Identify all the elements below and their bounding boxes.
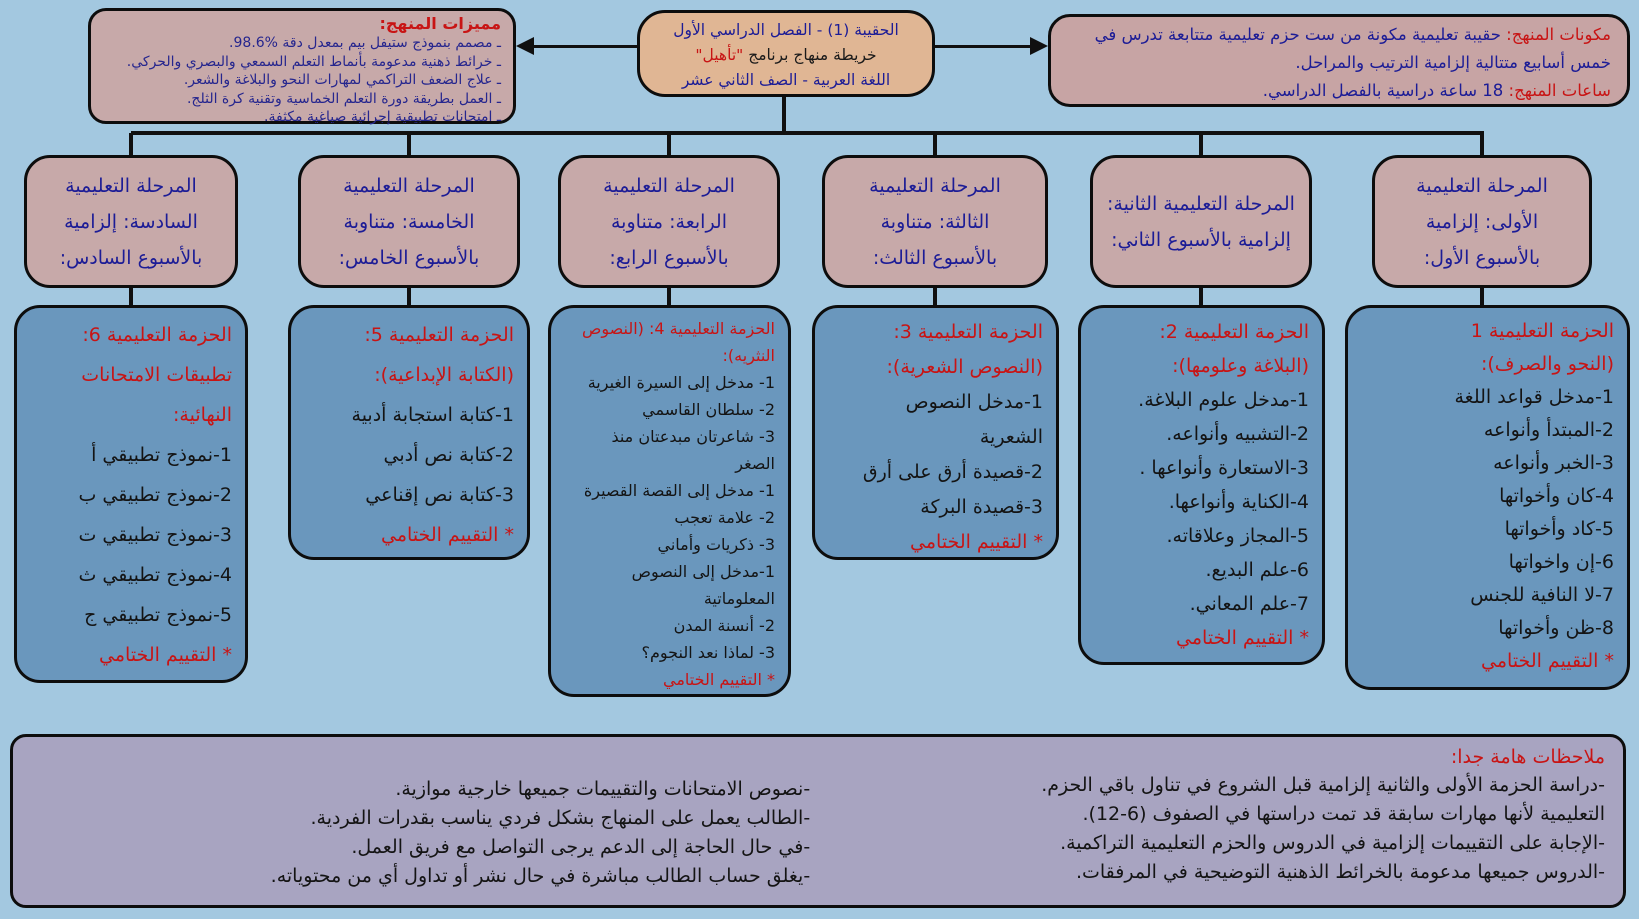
curriculum-features-box (88, 8, 516, 124)
package-title-line: النثريه): (722, 346, 775, 365)
notes-left-list (31, 775, 810, 891)
notes-right-column (810, 743, 1605, 891)
arrowhead-right-icon (1030, 37, 1048, 55)
package-item: 5-المجاز وعلاقاته. (1166, 525, 1309, 547)
package-title-line: (النحو والصرف): (1480, 353, 1614, 375)
final-assessment-label: * التقييم الختامي (663, 670, 775, 689)
features-list (97, 34, 501, 127)
stage-title-line: بالأسبوع الخامس: (338, 246, 480, 269)
final-assessment-label: * التقييم الختامي (910, 531, 1043, 553)
feature-item: ـ خرائط ذهنية مدعومة بأنماط التعلم السمعي والبصري والحركي. (126, 53, 501, 70)
stage-box-4 (558, 155, 780, 288)
package-item: 5-كاد وأخواتها (1504, 518, 1614, 540)
stage-text (1107, 186, 1295, 258)
package-title-line: (البلاغة وعلومها): (1172, 355, 1309, 377)
package-item: 2- سلطان القاسمي (642, 400, 775, 419)
important-notes-box (10, 734, 1626, 908)
stage-title-line: بالأسبوع السادس: (59, 246, 203, 269)
package-item: 2-نموذج تطبيقي ب (78, 484, 232, 506)
final-assessment-label: * التقييم الختامي (99, 644, 232, 666)
package-item: 2-قصيدة أرق على أرق (862, 461, 1043, 483)
package-items (821, 385, 1043, 525)
connector-line (407, 288, 411, 305)
note-line: -نصوص الامتحانات والتقييمات جميعها خارجية موازية. (395, 778, 811, 800)
package-item: 1- مدخل إلى السيرة الغيرية (587, 373, 775, 392)
connector-line (129, 288, 133, 305)
connector-line (667, 133, 671, 155)
connector-trunk-line (131, 131, 1484, 135)
program-name-highlight: "تأهيل" (695, 46, 744, 64)
package-title-line: الحزمة التعليمية 6: (82, 324, 232, 346)
package-items (297, 395, 514, 515)
package-title (557, 315, 775, 369)
stage-title-line: المرحلة التعليمية (65, 174, 197, 197)
note-line: -يغلق حساب الطالب مباشرة في حال نشر أو تداول أي من محتوياته. (270, 865, 811, 887)
package-title-line: الحزمة التعليمية 2: (1159, 321, 1309, 343)
package-item: 3-كتابة نص إقناعي (365, 484, 514, 506)
stage-box-3 (822, 155, 1048, 288)
stage-title-line: الرابعة: متناوبة (611, 210, 727, 233)
stage-title-line: الثالثة: متناوبة (880, 210, 990, 233)
final-assessment-label: * التقييم الختامي (1176, 627, 1309, 649)
package-box-3 (812, 305, 1059, 560)
title-line-3: اللغة العربية - الصف الثاني عشر (681, 71, 891, 89)
stage-text (603, 168, 735, 276)
package-title-line: تطبيقات الامتحانات (81, 364, 232, 386)
feature-item: ـ علاج الضعف التراكمي لمهارات النحو والبلاغة والشعر. (183, 72, 501, 89)
features-title: مميزات المنهج: (379, 14, 501, 33)
package-box-4 (548, 305, 791, 697)
connector-line (1480, 288, 1484, 305)
package-item: 7-لا النافية للجنس (1470, 584, 1614, 606)
package-title-line: الحزمة التعليمية 1 (1470, 320, 1614, 342)
title-line-2-text: خريطة منهاج برنامج (743, 46, 877, 64)
stage-text (1416, 168, 1548, 276)
package-item: 1-مدخل إلى النصوص (631, 562, 775, 581)
package-item: 3- ذكريات وأماني (657, 535, 775, 554)
connector-line (667, 288, 671, 305)
package-item: 1-مدخل النصوص (905, 391, 1043, 413)
package-items (1087, 383, 1309, 621)
components-paragraph (1061, 21, 1611, 77)
stage-title-line: المرحلة التعليمية الثانية: (1107, 192, 1295, 215)
package-item: 3- لماذا نعد النجوم؟ (641, 643, 775, 662)
connector-line (933, 288, 937, 305)
package-item: 2- علامة تعجب (674, 508, 775, 527)
note-line: -الدروس جميعها مدعومة بالخرائط الذهنية التوضيحية في المرفقات. (1075, 861, 1605, 883)
package-item: 6-علم البديع. (1205, 559, 1309, 581)
stage-text (339, 168, 480, 276)
package-item: 6-إن واخواتها (1508, 551, 1614, 573)
stage-title-line: بالأسبوع الثالث: (872, 246, 998, 269)
stage-text (869, 168, 1001, 276)
package-item: الشعرية (979, 426, 1043, 448)
package-item: 4-الكناية وأنواعها. (1168, 491, 1309, 513)
stage-box-5 (298, 155, 520, 288)
notes-columns (27, 743, 1605, 891)
package-title (821, 315, 1043, 385)
notes-left-column (27, 775, 810, 891)
connector-line (407, 133, 411, 155)
notes-right-list (810, 771, 1605, 887)
stage-box-2 (1090, 155, 1312, 288)
stage-title-line: المرحلة التعليمية (1416, 174, 1548, 197)
hours-label: ساعات المنهج: (1508, 81, 1611, 100)
package-box-2 (1078, 305, 1325, 665)
stage-title-line: الأولى: إلزامية (1425, 210, 1539, 233)
package-title (1087, 315, 1309, 383)
notes-title: ملاحظات هامة جدا: (1450, 746, 1605, 768)
package-item: 7-علم المعاني. (1189, 593, 1309, 615)
package-item: 2-المبتدأ وأنواعه (1483, 419, 1614, 441)
note-line: -الطالب يعمل على المنهاج بشكل فردي يناسب بقدرات الفردية. (310, 807, 811, 829)
stage-box-1 (1372, 155, 1592, 288)
connector-line (933, 133, 937, 155)
title-line-1: الحقيبة (1) - الفصل الدراسي الأول (673, 21, 899, 39)
connector-line (1480, 133, 1484, 155)
feature-item: ـ مصمم بنموذج ستيفل بيم بمعدل دقة %98.6. (229, 35, 501, 51)
package-item: 3-الخبر وأنواعه (1493, 452, 1614, 474)
package-item: 1-نموذج تطبيقي أ (91, 444, 232, 466)
package-item: 2-كتابة نص أدبي (383, 444, 514, 466)
program-title-box (637, 10, 935, 97)
package-title-line: (الكتابة الإبداعية): (374, 364, 514, 386)
package-item: 2-التشبيه وأنواعه. (1166, 423, 1309, 445)
note-line: التعليمية لأنها مهارات سابقة قد تمت دراستها في الصفوف (6-12). (1082, 803, 1605, 825)
note-line: -الإجابة على التقييمات إلزامية في الدروس والحزم التعليمية التراكمية. (1060, 832, 1605, 854)
package-items (23, 435, 232, 635)
package-item: 4-كان وأخواتها (1499, 485, 1614, 507)
package-item: 1-مدخل علوم البلاغة. (1138, 389, 1309, 411)
package-item: 2- أنسنة المدن (673, 616, 775, 635)
stage-text (60, 168, 203, 276)
note-line: -دراسة الحزمة الأولى والثانية إلزامية قبل الشروع في تناول باقي الحزم. (1041, 774, 1605, 796)
package-item: 5-نموذج تطبيقي ج (84, 604, 232, 626)
package-item: 3- شاعرتان مبدعتان منذ (611, 427, 775, 446)
stage-title-line: بالأسبوع الرابع: (609, 246, 729, 269)
stage-title-line: بالأسبوع الأول: (1423, 246, 1541, 269)
feature-item: ـ العمل بطريقة دورة التعلم الخماسية وتقنية كرة الثلج. (186, 90, 501, 107)
connector-line (1199, 288, 1203, 305)
stage-title-line: الخامسة: متناوبة (343, 210, 475, 233)
package-item: 3-قصيدة البركة (920, 496, 1043, 518)
stage-title-line: المرحلة التعليمية (603, 174, 735, 197)
connector-line (782, 96, 786, 133)
package-title-line: الحزمة التعليمية 5: (364, 324, 514, 346)
note-line: -في حال الحاجة إلى الدعم يرجى التواصل مع فريق العمل. (351, 836, 811, 858)
stage-title-line: المرحلة التعليمية (343, 174, 475, 197)
package-item: 4-نموذج تطبيقي ث (78, 564, 232, 586)
curriculum-components-box (1048, 14, 1630, 107)
package-item: 3-الاستعارة وأنواعها . (1139, 457, 1309, 479)
hours-paragraph (1061, 77, 1611, 105)
feature-item: ـ امتحانات تطبيقية إجرائية صياغية مكثفة. (264, 109, 501, 126)
package-box-6 (14, 305, 248, 683)
package-item: 1- مدخل إلى القصة القصيرة (583, 481, 775, 500)
components-label: مكونات المنهج: (1506, 25, 1611, 44)
connector-line (129, 133, 133, 155)
components-text: حقيبة تعليمية مكونة من ست حزم تعليمية متتابعة تدرس في خمس أسابيع متتالية إلزامية الترتيب والمراحل. (1094, 25, 1611, 72)
package-item: 1-مدخل قواعد اللغة (1454, 386, 1614, 408)
package-box-5 (288, 305, 530, 560)
package-item: 8-ظن وأخواتها (1498, 617, 1614, 639)
package-box-1 (1345, 305, 1630, 690)
package-title-line: الحزمة التعليمية 3: (893, 321, 1043, 343)
stage-box-6 (24, 155, 238, 288)
final-assessment-label: * التقييم الختامي (1481, 650, 1614, 672)
package-title-line: النهائية: (173, 404, 232, 426)
connector-line (1199, 133, 1203, 155)
stage-title-line: إلزامية بالأسبوع الثاني: (1111, 228, 1291, 251)
package-item: 3-نموذج تطبيقي ت (78, 524, 232, 546)
title-line-2 (640, 43, 932, 68)
final-assessment-label: * التقييم الختامي (381, 524, 514, 546)
package-title (23, 315, 232, 435)
package-title (297, 315, 514, 395)
package-item: الصغر (735, 454, 775, 473)
stage-title-line: السادسة: إلزامية (64, 210, 198, 233)
stage-title-line: المرحلة التعليمية (869, 174, 1001, 197)
package-title (1354, 315, 1614, 381)
package-item: المعلوماتية (703, 589, 775, 608)
package-title-line: (النصوص الشعرية): (886, 356, 1043, 378)
connector-line (935, 45, 1030, 48)
package-item: 1-كتابة استجابة أدبية (351, 404, 514, 426)
connector-line (532, 45, 637, 48)
hours-text: 18 ساعة دراسية بالفصل الدراسي. (1262, 81, 1509, 100)
package-title-line: الحزمة التعليمية 4: (النصوص (582, 319, 775, 338)
package-items (557, 369, 775, 666)
package-items (1354, 381, 1614, 645)
